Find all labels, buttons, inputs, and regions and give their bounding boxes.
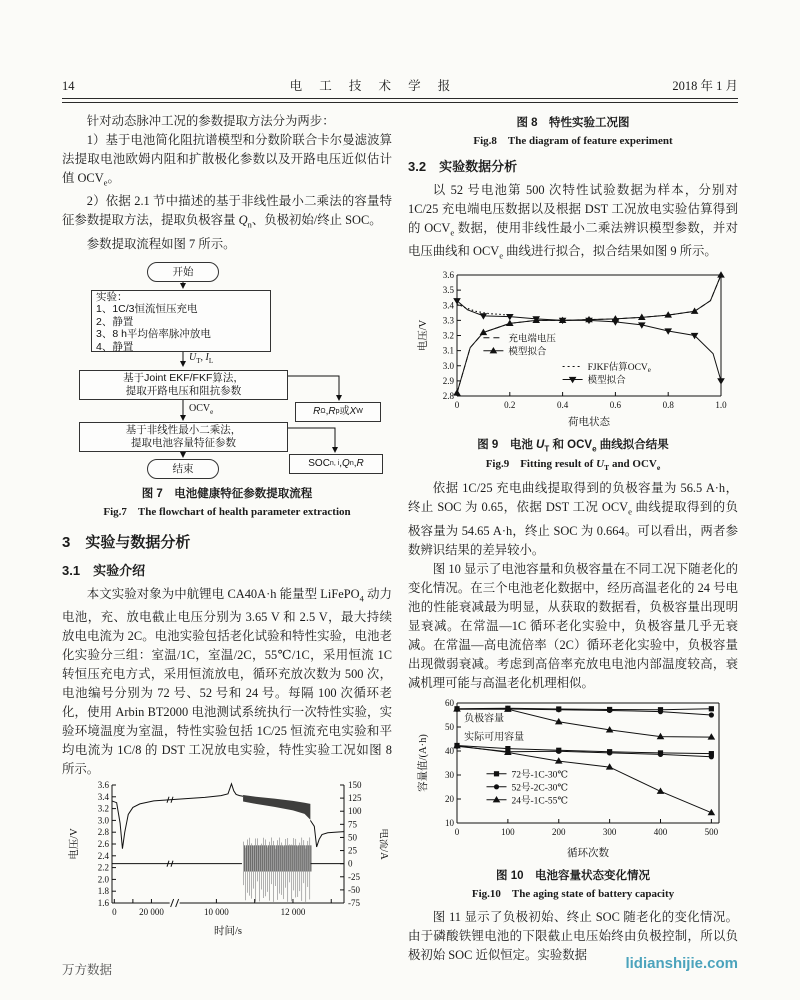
fig8-caption-en: Fig.8 The diagram of feature experiment [473,135,673,147]
site-watermark: lidianshijie.com [625,955,738,972]
svg-text:3.1: 3.1 [442,345,454,356]
svg-text:3.4: 3.4 [97,792,109,803]
paragraph: 以 52 号电池第 500 次特性试验数据为样本，分别对 1C/25 充电端电压数据以及根据 DST 工况放电实验估算得到的 $OCV_e$ 数据，使用非线性最小二乘法辨识模型参数，并对电压曲线和 $OCV_e$ 曲线进行拟合，拟合结果如图 9 所示。 [408,183,738,261]
svg-text:500: 500 [704,826,719,837]
fig10-chart [415,697,731,859]
svg-text:0.2: 0.2 [504,399,516,410]
svg-text:2.4: 2.4 [97,851,109,862]
svg-text:2.0: 2.0 [97,874,109,885]
right-column [408,112,738,965]
svg-text:0.4: 0.4 [556,399,569,410]
fig9-caption-cn: 图 9 电池 $U_T$ 和 $OCV_e$ 曲线拟合结果 [477,438,669,454]
svg-text:75: 75 [348,819,357,830]
fig10-figure [408,697,738,864]
flow-ekf-box: 基于Joint EKF/FKF算法， 提取开路电压和阻抗参数 [79,370,288,400]
journal-title: 电 工 技 术 学 报 [289,79,458,93]
svg-text:10: 10 [445,817,454,828]
svg-text:10 000: 10 000 [204,907,229,918]
svg-text:负极容量: 负极容量 [464,713,505,725]
svg-text:24号-1C-55℃: 24号-1C-55℃ [511,796,569,807]
svg-text:60: 60 [445,697,454,708]
svg-text:50: 50 [348,832,357,843]
svg-text:1.6: 1.6 [97,898,109,909]
fig9-caption-en: Fig.9 Fitting result of $U_T$ and $OCV_e$ [485,458,661,473]
fig10-caption-cn: 图 10 电池容量状态变化情况 [496,869,650,882]
paragraph: 参数提取流程如图 7 所示。 [86,236,236,251]
svg-text:200: 200 [551,826,566,837]
paragraph: 本文实验对象为中航锂电 CA40A·h 能量型 LiFePO$_4$ 动力电池，充、放电截止电压分别为 3.65 V 和 2.5 V，最大持续放电电流为 2C。电池实验包括老化试验和特性实验，电池老化实验分三组：室温/1C，室温/2C，55℃/1C，采用恒流 1C 转恒压充电方式，采用恒流放电，循环充放次数为 500 次，电池编号分别为 72 号、52 号和 24 号。每隔 100 次循环老化，使用 Arbin BT2000 电池测试系统执行一次特性实验，实验环境温度为室温，特性实验包括 1C/25 恒流充电实验和平均电流为 1C/8 的 DST 工况放电实验，特性实验工况如图 8 所示。 [62,586,392,777]
svg-text:100: 100 [348,806,362,817]
svg-text:充电端电压: 充电端电压 [508,334,556,345]
svg-text:-50: -50 [348,885,360,896]
svg-text:0: 0 [112,907,117,918]
section-3-1-heading: 3.1 实验介绍 [62,562,146,578]
svg-text:0: 0 [454,826,460,837]
fig7-caption-en: Fig.7 The flowchart of health parameter extraction [103,505,351,518]
fig8-figure [62,779,392,942]
fig7-caption-cn: 图 7 电池健康特征参数提取流程 [141,487,313,500]
svg-text:2.8: 2.8 [97,827,109,838]
svg-text:FJKF估算OCVe: FJKF估算$OCV_e$ [587,362,651,374]
svg-text:容量值/(A·h): 容量值/(A·h) [418,734,429,792]
svg-text:0: 0 [454,399,460,410]
svg-text:125: 125 [348,793,362,804]
paragraph: 图 10 显示了电池容量和负极容量在不同工况下随老化的变化情况。在三个电池老化数据中，经历高温老化的 24 号电池的性能衰减最为明显，从获取的数据看，负极容量出现明显衰减。在常温—1C 循环老化实验中，负极容量几乎无衰减。在常温—高电流倍率（2C）循环老化实验中，负极容量出现微弱衰减。考虑到高倍率充放电电池内部温度较高，衰减机理可能与高温老化机理相似。 [408,561,738,690]
flow-soc-output-box: SOC n, i , Q n , R [289,454,383,474]
header-rule [62,98,738,103]
svg-text:3.2: 3.2 [442,330,454,341]
paragraph: 1）基于电池简化阻抗谱模型和分数阶联合卡尔曼滤波算法提取电池欧姆内阻和扩散极化参数以及开路电压近似估计值 $OCV_e$。 [62,133,392,188]
section-3-2-heading: 3.2 实验数据分析 [408,159,518,174]
paragraph: 2）依据 2.1 节中描述的基于非线性最小二乘法的容量特征参数提取方法，提取负极容量 $Q_n$、负极初始/终止 SOC。 [62,194,392,230]
svg-text:72号-1C-30℃: 72号-1C-30℃ [511,770,569,781]
paragraph: 针对动态脉冲工况的参数提取方法分为两步： [86,114,335,128]
flow-end-node: 结束 [147,459,219,479]
svg-text:循环次数: 循环次数 [567,847,609,859]
svg-text:1.8: 1.8 [97,886,109,897]
svg-text:2.8: 2.8 [442,390,454,401]
left-column [62,112,392,965]
svg-text:3.6: 3.6 [442,269,454,280]
svg-text:模型拟合: 模型拟合 [587,375,626,386]
svg-text:模型拟合: 模型拟合 [508,347,547,358]
svg-text:实际可用容量: 实际可用容量 [464,731,525,743]
svg-text:20 000: 20 000 [139,907,164,918]
svg-text:3.0: 3.0 [97,815,109,826]
svg-text:时间/s: 时间/s [213,926,243,938]
flow-experiment-box: 实验： 1、1C/3恒流恒压充电 2、静置 3、8 h平均倍率脉冲放电 4、静置 [91,290,271,352]
svg-text:50: 50 [445,721,454,732]
svg-text:3.4: 3.4 [442,300,454,311]
fig9-chart [415,270,731,428]
svg-text:300: 300 [602,826,617,837]
issue-date: 2018 年 1 月 [672,79,738,93]
svg-text:30: 30 [445,769,454,780]
page-header [62,76,738,103]
flow-least-squares-box: 基于非线性最小二乘法， 提取电池容量特征参数 [79,422,288,452]
fig10-caption-en: Fig.10 The aging state of battery capacity [471,887,675,900]
svg-text:电流/A: 电流/A [378,828,388,861]
svg-text:0.8: 0.8 [662,399,674,410]
fig8-chart [66,779,388,937]
page-number: 14 [62,79,75,93]
fig9-figure [408,270,738,433]
fig7-flowchart [71,262,383,482]
svg-text:电压/V: 电压/V [69,828,80,861]
section-3-heading: 3 实验与数据分析 [62,533,191,551]
wanfang-watermark: 万方数据 [62,963,113,977]
svg-text:0: 0 [348,859,353,870]
svg-text:2.6: 2.6 [97,839,109,850]
flow-arrow-label-ut-il: $U_T$, $I_L$ [189,351,214,365]
svg-text:0.6: 0.6 [609,399,622,410]
svg-text:-75: -75 [348,898,360,909]
svg-text:25: 25 [348,845,357,856]
svg-text:150: 150 [348,780,362,791]
paragraph: 依据 1C/25 充电曲线提取得到的负极容量为 56.5 A·h，终止 SOC 为 0.65，依据 DST 工况 $OCV_e$ 曲线提取得到的负极容量为 54.65 A·h，终止 SOC 为 0.664。可以看出，两者参数辨识结果的差异较小。 [408,481,738,557]
svg-text:3.5: 3.5 [442,285,454,296]
svg-text:20: 20 [445,793,454,804]
svg-text:2.9: 2.9 [442,375,454,386]
svg-text:3.6: 3.6 [97,780,109,791]
svg-text:3.0: 3.0 [442,360,454,371]
svg-text:40: 40 [445,745,454,756]
flow-arrow-label-ocve: $OCV_e$ [189,402,214,416]
svg-text:2.2: 2.2 [97,863,109,874]
paragraph: 图 11 显示了负极初始、终止 SOC 随老化的变化情况。由于磷酸铁锂电池的下限截止电压始终由负极控制，所以负极初始 SOC 近似恒定。实验数据 [408,909,738,962]
fig8-caption-cn: 图 8 特性实验工况图 [516,117,630,129]
two-column-body [62,112,738,965]
flow-impedance-output-box: R Ω , R p 或 X W [295,402,381,422]
svg-text:3.2: 3.2 [97,804,109,815]
svg-text:荷电状态: 荷电状态 [568,416,610,428]
svg-text:3.3: 3.3 [442,315,454,326]
svg-text:1.0: 1.0 [715,399,727,410]
svg-text:400: 400 [653,826,668,837]
svg-text:电压/V: 电压/V [418,319,429,352]
flow-start-node: 开始 [147,262,219,282]
svg-text:-25: -25 [348,872,360,883]
svg-text:52号-2C-30℃: 52号-2C-30℃ [511,783,569,794]
svg-text:100: 100 [501,826,515,837]
svg-text:12 000: 12 000 [280,907,306,918]
